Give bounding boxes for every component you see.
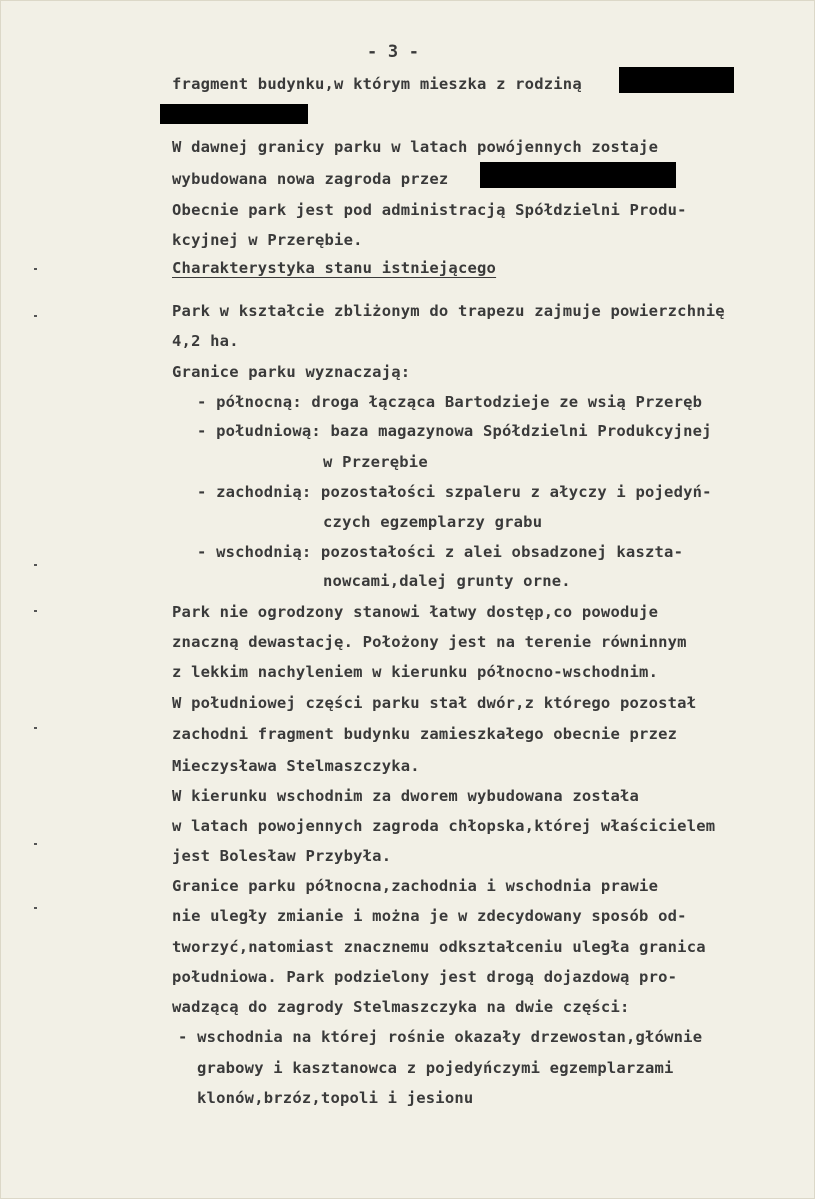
- list-item-continuation: grabowy i kasztanowca z pojedyńczymi egzemplarzami: [197, 1059, 674, 1077]
- margin-mark: [34, 610, 37, 612]
- list-item: - wschodnia na której rośnie okazały drzewostan,głównie: [178, 1028, 703, 1046]
- text-line: tworzyć,natomiast znacznemu odkształceniu uległa granica: [172, 938, 706, 956]
- list-item: - południową: baza magazynowa Spółdzielni Produkcyjnej: [197, 422, 712, 440]
- text-line: W dawnej granicy parku w latach powójennych zostaje: [172, 138, 659, 156]
- text-line: Obecnie park jest pod administracją Spółdzielni Produ-: [172, 201, 687, 219]
- margin-mark: [34, 564, 37, 566]
- list-item-continuation: klonów,brzóz,topoli i jesionu: [197, 1089, 474, 1107]
- text-line: Granice parku wyznaczają:: [172, 363, 411, 381]
- text-line: wadzącą do zagrody Stelmaszczyka na dwie części:: [172, 998, 630, 1016]
- list-item: - północną: droga łącząca Bartodzieje ze wsią Przeręb: [197, 393, 703, 411]
- list-item-continuation: w Przerębie: [323, 453, 428, 471]
- text-line: nie uległy zmianie i można je w zdecydowany sposób od-: [172, 907, 687, 925]
- text-line: w latach powojennych zagroda chłopska,której właścicielem: [172, 817, 716, 835]
- text-line: fragment budynku,w którym mieszka z rodziną: [172, 75, 582, 93]
- margin-mark: [34, 907, 37, 909]
- text-line: znaczną dewastację. Położony jest na terenie równinnym: [172, 633, 687, 651]
- list-item-continuation: czych egzemplarzy grabu: [323, 513, 543, 531]
- text-line: wybudowana nowa zagroda przez: [172, 170, 449, 188]
- redaction-box: [160, 104, 308, 124]
- text-line: W kierunku wschodnim za dworem wybudowana została: [172, 787, 640, 805]
- text-line: kcyjnej w Przerębie.: [172, 231, 363, 249]
- text-line: Park w kształcie zbliżonym do trapezu zajmuje powierzchnię: [172, 302, 725, 320]
- text-line: południowa. Park podzielony jest drogą dojazdową pro-: [172, 968, 678, 986]
- list-item-continuation: nowcami,dalej grunty orne.: [323, 572, 571, 590]
- list-item: - wschodnią: pozostałości z alei obsadzonej kaszta-: [197, 543, 684, 561]
- margin-mark: [34, 843, 37, 845]
- text-line: Granice parku północna,zachodnia i wschodnia prawie: [172, 877, 659, 895]
- text-line: zachodni fragment budynku zamieszkałego obecnie przez: [172, 725, 678, 743]
- text-line: jest Bolesław Przybyła.: [172, 847, 392, 865]
- redaction-box: [480, 162, 676, 188]
- margin-mark: [34, 727, 37, 729]
- list-item: - zachodnią: pozostałości szpaleru z ałyczy i pojedyń-: [197, 483, 712, 501]
- text-line: 4,2 ha.: [172, 332, 239, 350]
- text-line: z lekkim nachyleniem w kierunku północno-wschodnim.: [172, 663, 659, 681]
- page-number: - 3 -: [367, 42, 420, 62]
- redaction-box: [619, 67, 734, 93]
- text-line: Mieczysława Stelmaszczyka.: [172, 757, 420, 775]
- margin-mark: [34, 315, 37, 317]
- section-heading: Charakterystyka stanu istniejącego: [172, 259, 497, 277]
- margin-mark: [34, 268, 37, 270]
- text-line: W południowej części parku stał dwór,z którego pozostał: [172, 694, 697, 712]
- text-line: Park nie ogrodzony stanowi łatwy dostęp,co powoduje: [172, 603, 659, 621]
